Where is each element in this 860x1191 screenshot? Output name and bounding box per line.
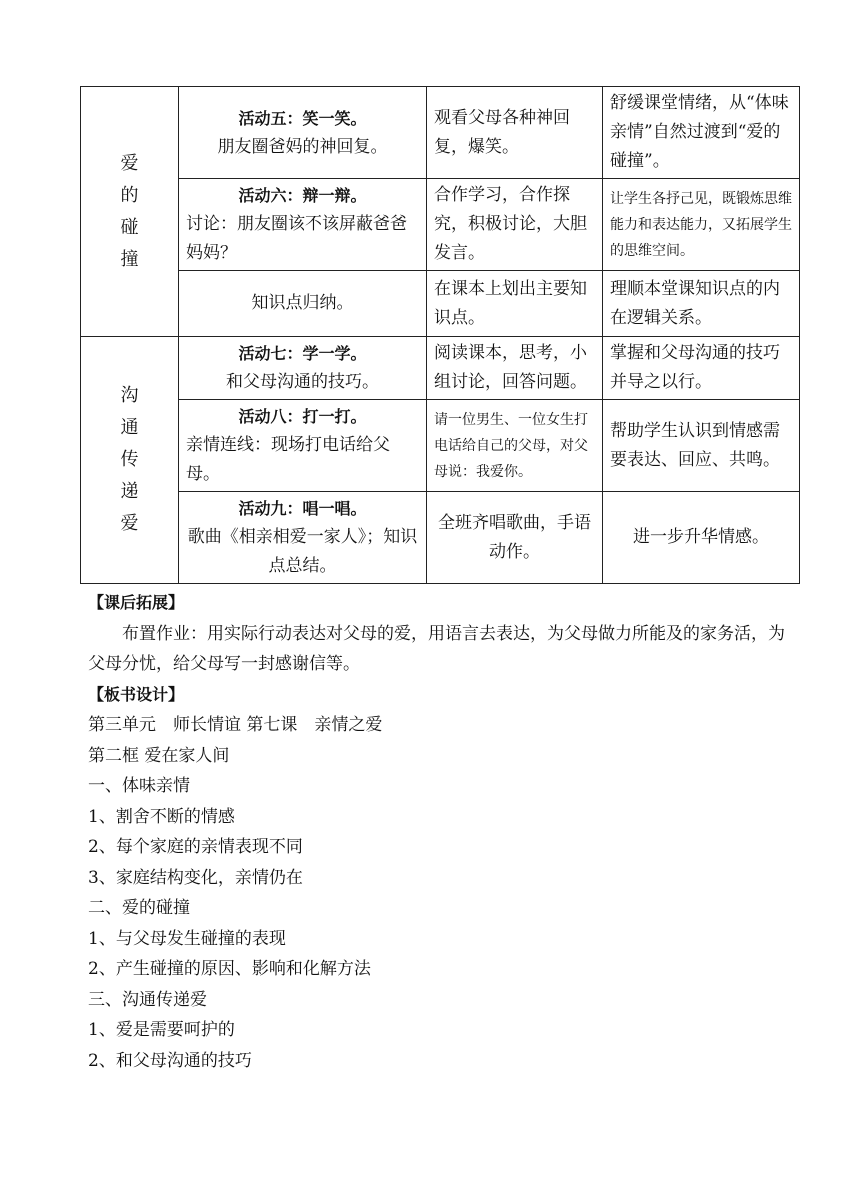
design-purpose: 掌握和父母沟通的技巧并导之以行。 [603, 337, 800, 400]
design-purpose: 理顺本堂课知识点的内在逻辑关系。 [603, 271, 800, 337]
board-line: 1、割舍不断的情感 [88, 806, 235, 827]
table-row [81, 271, 800, 337]
activity-title: 活动九：唱一唱。 [238, 499, 367, 518]
activity-desc: 歌曲《相亲相爱一家人》；知识点总结。 [187, 527, 418, 576]
document-body [88, 588, 788, 1076]
activity-cell [179, 271, 427, 337]
student-activity: 合作学习，合作探究，积极讨论，大胆发言。 [427, 179, 603, 271]
activity-desc: 亲情连线：现场打电话给父母。 [186, 435, 390, 484]
board-line: 三、沟通传递爱 [88, 989, 207, 1010]
board-line: 3、家庭结构变化，亲情仍在 [88, 867, 303, 888]
after-class-heading: 【课后拓展】 [88, 593, 185, 612]
design-purpose: 舒缓课堂情绪，从“体味亲情”自然过渡到“爱的碰撞”。 [603, 87, 800, 179]
student-activity: 观看父母各种神回复，爆笑。 [427, 87, 603, 179]
activity-desc: 朋友圈爸妈的神回复。 [217, 136, 388, 157]
board-line: 一、体味亲情 [88, 776, 190, 796]
board-line: 2、和父母沟通的技巧 [88, 1050, 252, 1071]
table-row [81, 337, 800, 400]
board-line: 第三单元 师长情谊 第七课 亲情之爱 [88, 715, 383, 735]
board-line: 二、爱的碰撞 [88, 898, 190, 918]
student-activity: 全班齐唱歌曲，手语动作。 [427, 492, 603, 584]
activity-cell [179, 179, 427, 271]
board-line: 1、与父母发生碰撞的表现 [88, 928, 286, 949]
activity-title: 活动五：笑一笑。 [238, 108, 367, 128]
activity-cell [179, 337, 427, 400]
activity-desc: 知识点归纳。 [251, 293, 354, 313]
student-activity: 阅读课本，思考，小组讨论，回答问题。 [427, 337, 603, 400]
design-purpose: 让学生各抒己见，既锻炼思维能力和表达能力，又拓展学生的思维空间。 [603, 179, 800, 271]
board-line: 1、爱是需要呵护的 [88, 1020, 235, 1040]
activity-cell [179, 492, 427, 584]
activity-desc: 讨论：朋友圈该不该屏蔽爸爸妈妈？ [186, 214, 407, 263]
board-heading: 【板书设计】 [88, 684, 185, 704]
activity-cell [179, 400, 427, 492]
activity-cell [179, 87, 427, 179]
student-activity: 请一位男生、一位女生打电话给自己的父母，对父母说：我爱你。 [427, 400, 603, 492]
section-label: 沟 通 传 递 爱 [81, 337, 179, 584]
table-row [81, 492, 800, 584]
section-label: 爱 的 碰 撞 [81, 87, 179, 337]
board-line: 2、产生碰撞的原因、影响和化解方法 [88, 959, 371, 979]
board-line: 第二框 爱在家人间 [88, 745, 230, 766]
design-purpose: 帮助学生认识到情感需要表达、回应、共鸣。 [603, 400, 800, 492]
activity-title: 活动八：打一打。 [238, 407, 367, 426]
table-row [81, 87, 800, 179]
design-purpose: 进一步升华情感。 [603, 492, 800, 584]
lesson-table [80, 86, 800, 584]
table-row [81, 179, 800, 271]
activity-desc: 和父母沟通的技巧。 [226, 372, 379, 392]
after-class-text: 布置作业：用实际行动表达对父母的爱，用语言去表达，为父母做力所能及的家务活，为父母分忧，给父母写一封感谢信等。 [88, 623, 785, 674]
student-activity: 在课本上划出主要知识点。 [427, 271, 603, 337]
board-line: 2、每个家庭的亲情表现不同 [88, 837, 303, 857]
activity-title: 活动六：辩一辩。 [238, 186, 367, 205]
activity-title: 活动七：学一学。 [238, 344, 367, 363]
table-row [81, 400, 800, 492]
